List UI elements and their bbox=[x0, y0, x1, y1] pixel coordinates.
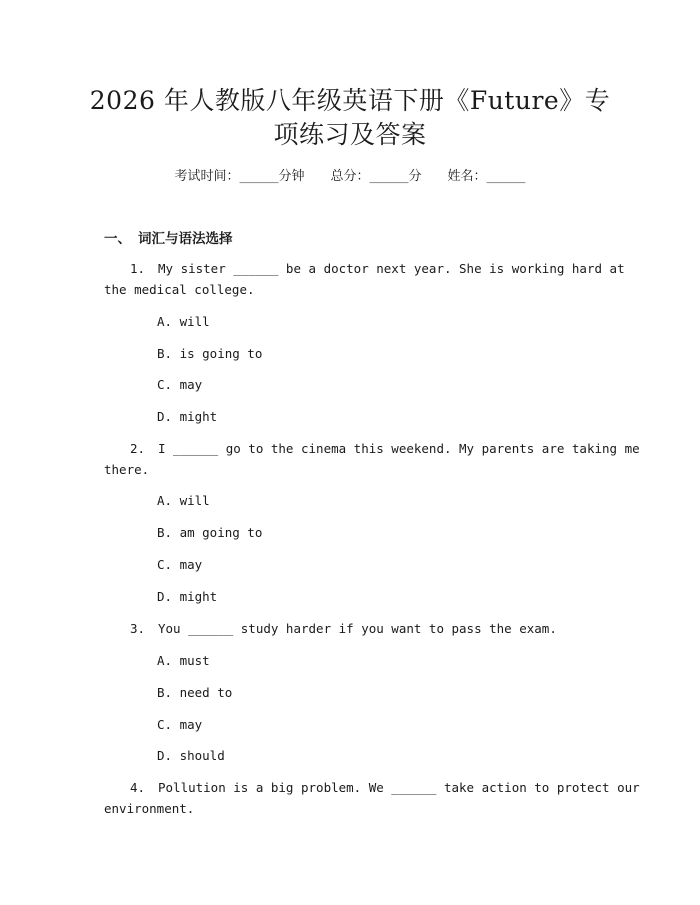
page-title-line-2: 项练习及答案 bbox=[273, 120, 427, 149]
question-2-option-c[interactable]: C. may bbox=[157, 557, 203, 572]
question-3-option-a[interactable]: A. must bbox=[157, 653, 210, 668]
student-name: 姓名：______ bbox=[447, 169, 526, 184]
question-1-option-c[interactable]: C. may bbox=[157, 377, 203, 392]
exam-time: 考试时间：______分钟 bbox=[174, 169, 305, 184]
question-1-option-d[interactable]: D. might bbox=[157, 409, 218, 424]
question-1-line-2: the medical college. bbox=[104, 282, 255, 297]
question-text: Pollution is a big problem. We ______ take action to protect our bbox=[158, 780, 640, 795]
question-text: I ______ go to the cinema this weekend. My parents are taking me bbox=[158, 441, 640, 456]
section-number: 一、 bbox=[104, 231, 131, 247]
question-4-line-2: environment. bbox=[104, 801, 195, 816]
question-1-option-a[interactable]: A. will bbox=[157, 314, 210, 329]
question-2-line-1 bbox=[104, 439, 640, 459]
question-1-line-1 bbox=[104, 259, 625, 279]
question-3-option-b[interactable]: B. need to bbox=[157, 685, 233, 700]
section-title: 词汇与语法选择 bbox=[138, 231, 233, 247]
question-text: You ______ study harder if you want to pass the exam. bbox=[158, 621, 557, 636]
question-1-option-b[interactable]: B. is going to bbox=[157, 346, 263, 361]
question-number: 4. bbox=[130, 780, 146, 795]
question-3-option-d[interactable]: D. should bbox=[157, 748, 225, 763]
exam-score: 总分：______分 bbox=[330, 169, 422, 184]
question-3-line-1 bbox=[104, 619, 604, 639]
question-text: My sister ______ be a doctor next year. She is working hard at bbox=[158, 261, 625, 276]
question-3-option-c[interactable]: C. may bbox=[157, 717, 203, 732]
exam-info bbox=[0, 168, 700, 186]
question-2-line-2: there. bbox=[104, 462, 150, 477]
question-number: 2. bbox=[130, 441, 146, 456]
question-2-option-d[interactable]: D. might bbox=[157, 589, 218, 604]
question-2-option-a[interactable]: A. will bbox=[157, 493, 210, 508]
page-title-line-1: 2026 年人教版八年级英语下册《Future》专 bbox=[89, 86, 611, 115]
question-number: 3. bbox=[130, 621, 146, 636]
question-4-line-1 bbox=[104, 778, 640, 798]
section-heading bbox=[104, 229, 233, 249]
question-2-option-b[interactable]: B. am going to bbox=[157, 525, 263, 540]
question-number: 1. bbox=[130, 261, 146, 276]
